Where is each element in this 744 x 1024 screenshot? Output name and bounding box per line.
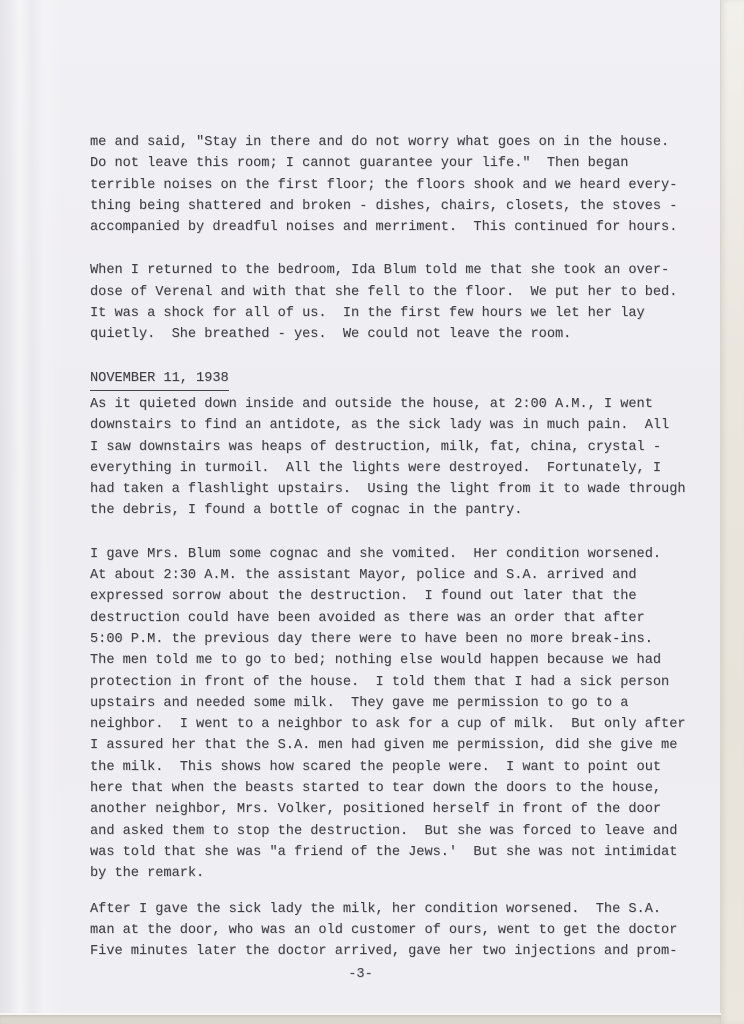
text-line: man at the door, who was an old customer of ours, went to get the doctor <box>90 922 678 938</box>
text-line: the debris, I found a bottle of cognac in the pantry. <box>90 503 523 519</box>
text-line: terrible noises on the first floor; the floors shook and we heard every- <box>90 177 678 193</box>
paragraph-1 <box>90 132 730 238</box>
text-line: downstairs to find an antidote, as the sick lady was in much pain. All <box>90 418 670 434</box>
text-line: expressed sorrow about the destruction. I found out later that the <box>90 589 637 605</box>
scanner-edge-right <box>720 0 744 1024</box>
page-number: -3- <box>348 967 373 982</box>
text-line: When I returned to the bedroom, Ida Blum told me that she took an over- <box>90 263 670 279</box>
text-line: here that when the beasts started to tear down the doors to the house, <box>90 781 662 797</box>
text-line: another neighbor, Mrs. Volker, positioned herself in front of the door <box>90 802 662 818</box>
text-line: accompanied by dreadful noises and merriment. This continued for hours. <box>90 220 678 236</box>
scanner-edge-bottom <box>0 1013 721 1024</box>
text-line: destruction could have been avoided as there was an order that after <box>90 610 645 626</box>
text-line: everything in turmoil. All the lights were destroyed. Fortunately, I <box>90 460 662 476</box>
text-line: The men told me to go to bed; nothing else would happen because we had <box>90 653 662 669</box>
paragraph-3 <box>90 394 730 522</box>
text-line: and asked them to stop the destruction. But she was forced to leave and <box>90 823 678 839</box>
text-line: protection in front of the house. I told them that I had a sick person <box>90 674 670 690</box>
text-line: As it quieted down inside and outside the house, at 2:00 A.M., I went <box>90 396 653 412</box>
text-line: dose of Verenal and with that she fell to the floor. We put her to bed. <box>90 284 678 300</box>
date-heading-text: NOVEMBER 11, 1938 <box>90 368 229 391</box>
paragraph-2 <box>90 260 730 345</box>
typewritten-text <box>90 132 730 984</box>
text-line: quietly. She breathed - yes. We could not leave the room. <box>90 327 572 343</box>
text-line: I assured her that the S.A. men had given me permission, did she give me <box>90 738 678 754</box>
text-line: upstairs and needed some milk. They gave me permission to go to a <box>90 695 629 711</box>
text-line: Five minutes later the doctor arrived, gave her two injections and prom- <box>90 944 678 960</box>
text-line: had taken a flashlight upstairs. Using the light from it to wade through <box>90 482 686 498</box>
text-line: Do not leave this room; I cannot guarantee your life." Then began <box>90 156 629 172</box>
text-line: neighbor. I went to a neighbor to ask for a cup of milk. But only after <box>90 717 686 733</box>
date-heading <box>90 368 730 391</box>
text-line: 5:00 P.M. the previous day there were to have been no more break-ins. <box>90 631 653 647</box>
text-line: thing being shattered and broken - dishes, chairs, closets, the stoves - <box>90 198 678 214</box>
text-line: At about 2:30 A.M. the assistant Mayor, police and S.A. arrived and <box>90 568 637 584</box>
text-line: was told that she was "a friend of the Jews.' But she was not intimidat <box>90 844 678 860</box>
text-line: the milk. This shows how scared the people were. I want to point out <box>90 759 662 775</box>
text-line: me and said, "Stay in there and do not worry what goes on in the house. <box>90 135 670 150</box>
text-line: After I gave the sick lady the milk, her condition worsened. The S.A. <box>90 901 662 917</box>
text-line: It was a shock for all of us. In the first few hours we let her lay <box>90 306 645 322</box>
paragraph-4 <box>90 544 730 885</box>
text-line: I gave Mrs. Blum some cognac and she vomited. Her condition worsened. <box>90 546 662 562</box>
text-line: by the remark. <box>90 866 205 882</box>
paragraph-5 <box>90 899 730 963</box>
text-line: I saw downstairs was heaps of destruction, milk, fat, china, crystal - <box>90 439 662 455</box>
